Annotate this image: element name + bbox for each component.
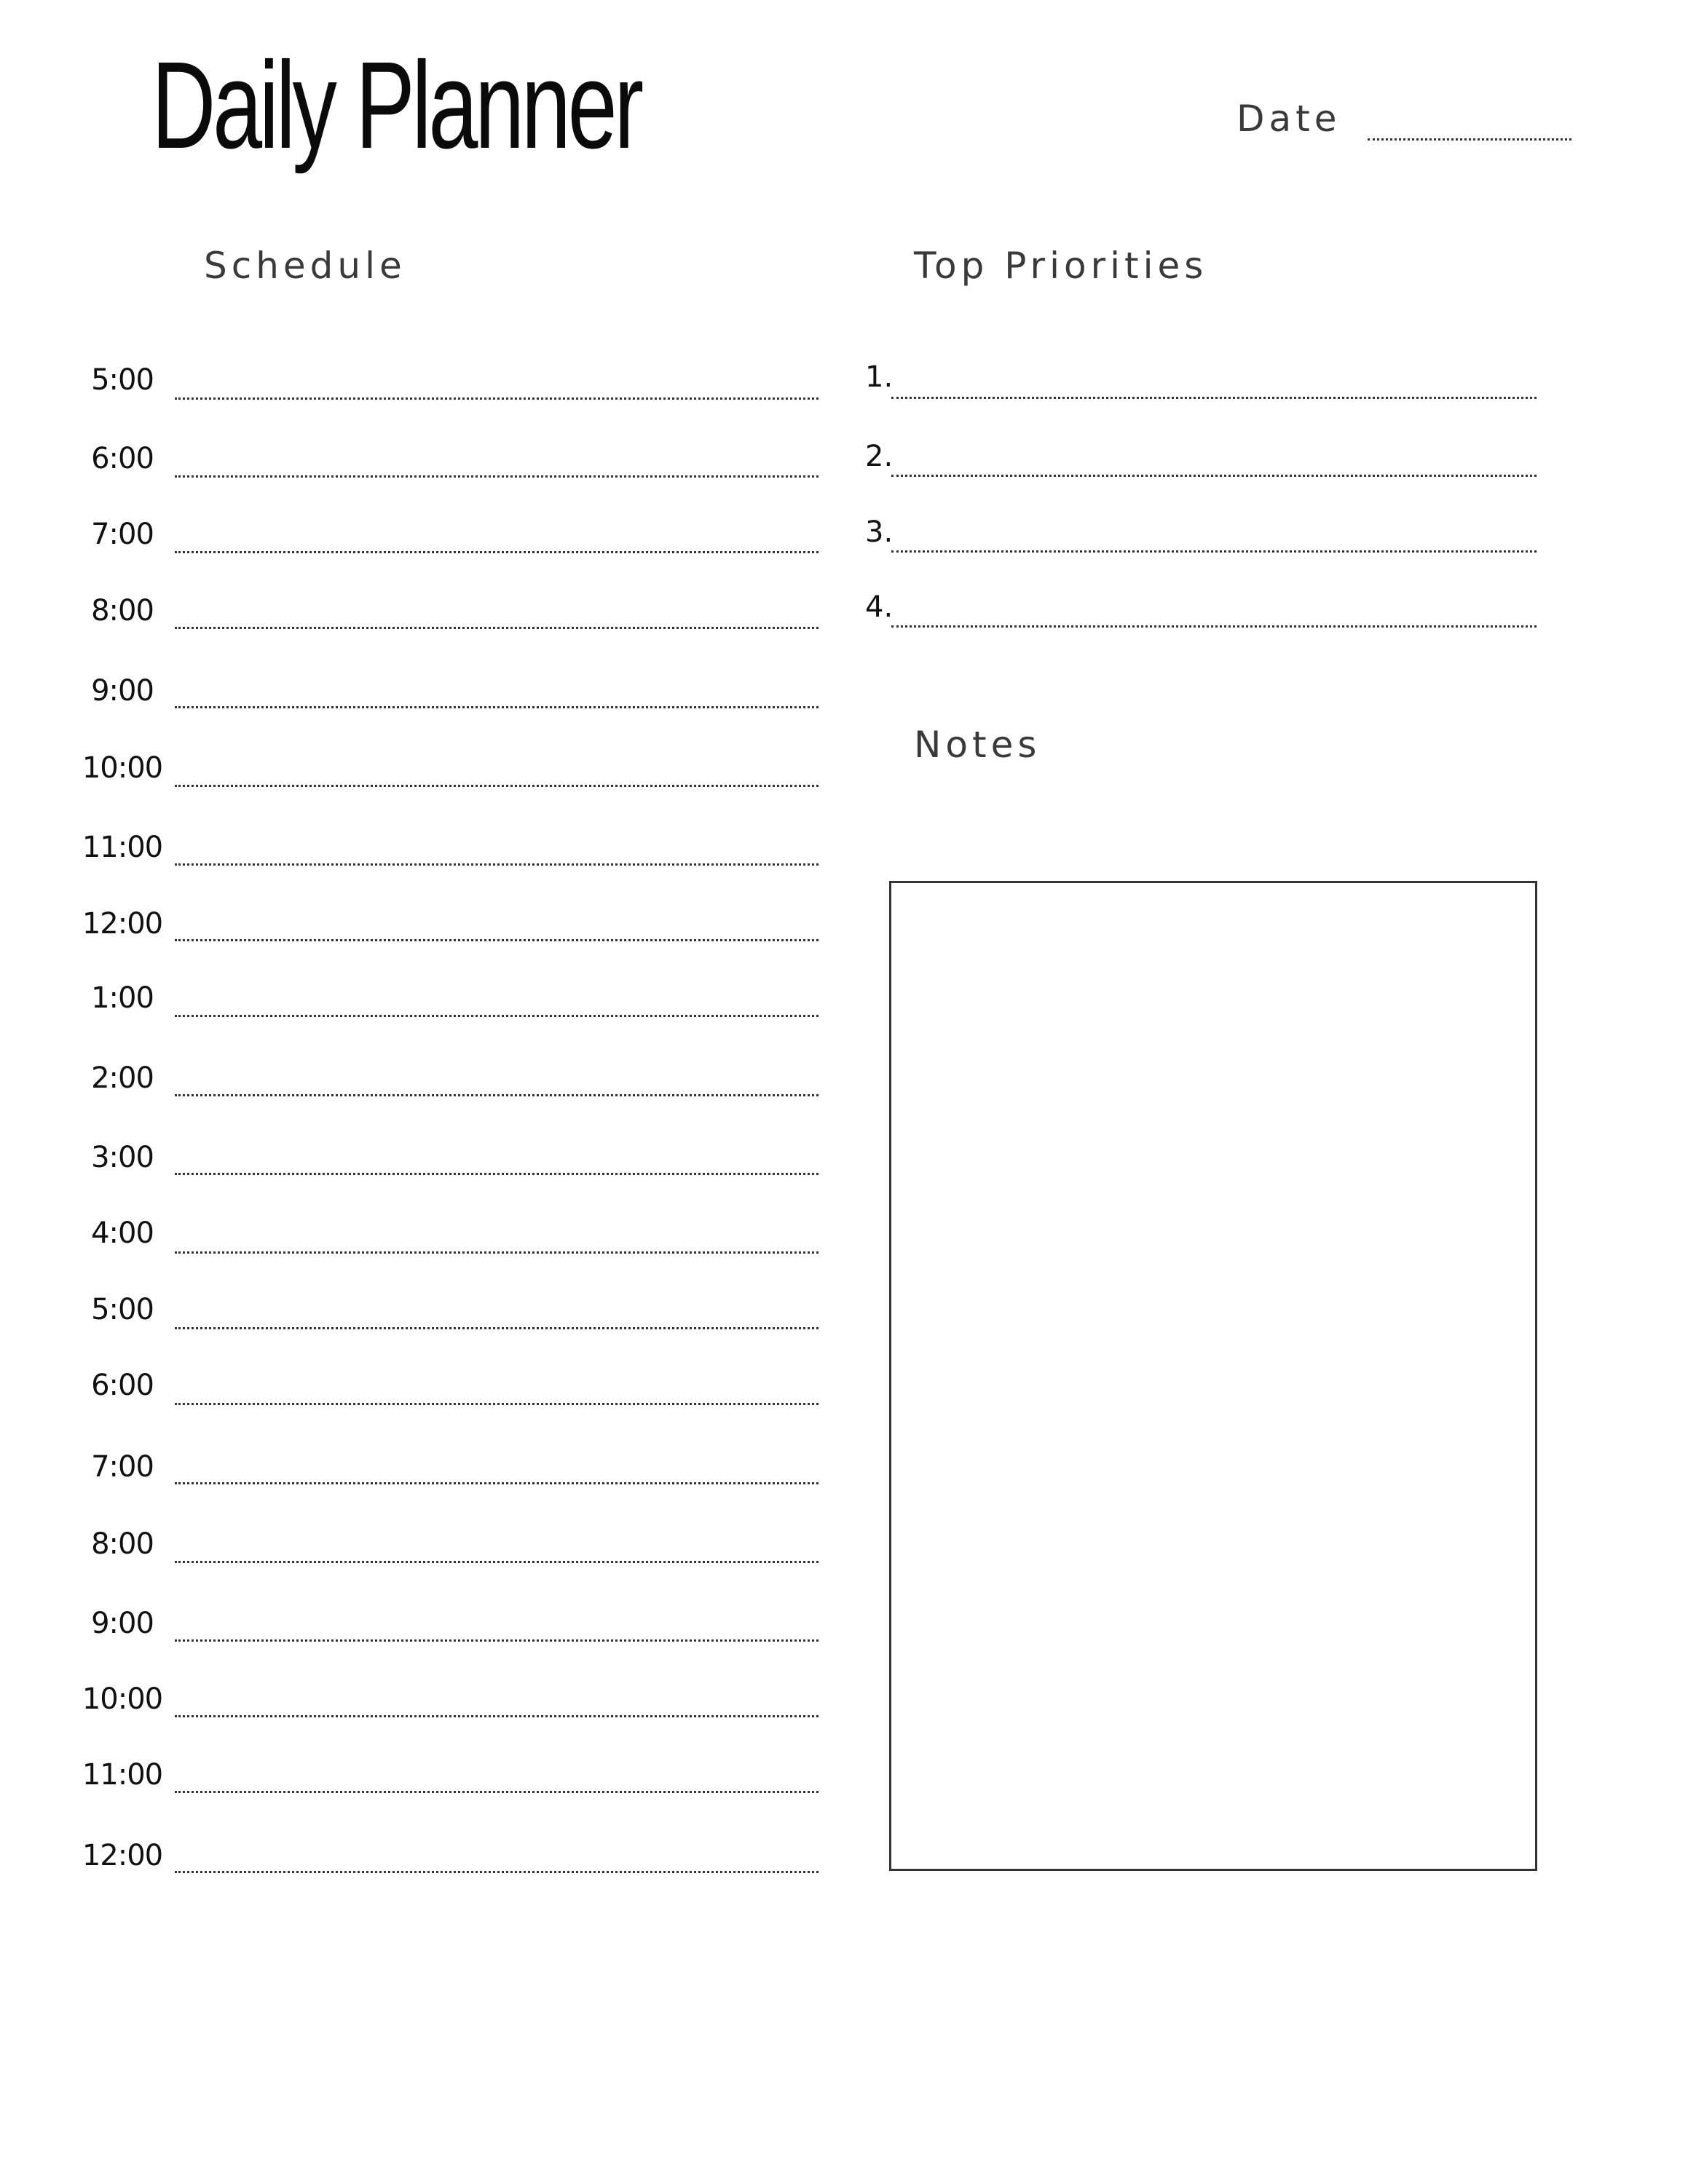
schedule-line[interactable] <box>175 627 819 629</box>
schedule-line[interactable] <box>175 1327 819 1329</box>
time-label: 12:00 <box>82 1839 163 1872</box>
schedule-line[interactable] <box>175 863 819 866</box>
schedule-line[interactable] <box>175 397 819 400</box>
schedule-line[interactable] <box>175 1791 819 1793</box>
schedule-line[interactable] <box>175 1251 819 1254</box>
schedule-line[interactable] <box>175 475 819 478</box>
page-title: Daily Planner <box>151 36 641 175</box>
priority-line[interactable] <box>891 475 1537 477</box>
time-label: 11:00 <box>82 831 163 864</box>
schedule-line[interactable] <box>175 1094 819 1096</box>
time-label: 9:00 <box>91 674 154 708</box>
time-label: 12:00 <box>82 907 163 941</box>
schedule-line[interactable] <box>175 1561 819 1563</box>
time-label: 6:00 <box>91 442 154 475</box>
priority-number: 3. <box>865 515 894 549</box>
schedule-heading: Schedule <box>204 245 406 287</box>
schedule-line[interactable] <box>175 785 819 787</box>
time-label: 7:00 <box>91 518 154 551</box>
schedule-line[interactable] <box>175 1871 819 1873</box>
time-label: 7:00 <box>91 1450 154 1484</box>
time-label: 5:00 <box>91 1293 154 1326</box>
schedule-line[interactable] <box>175 1715 819 1717</box>
date-label: Date <box>1237 98 1341 140</box>
notes-box[interactable] <box>889 881 1537 1871</box>
priority-number: 1. <box>865 360 894 394</box>
time-label: 11:00 <box>82 1758 163 1792</box>
schedule-line[interactable] <box>175 1639 819 1642</box>
time-label: 8:00 <box>91 594 154 628</box>
time-label: 3:00 <box>91 1141 154 1174</box>
schedule-line[interactable] <box>175 706 819 708</box>
notes-heading: Notes <box>914 724 1041 766</box>
time-label: 10:00 <box>82 1682 163 1716</box>
schedule-line[interactable] <box>175 1403 819 1405</box>
time-label: 4:00 <box>91 1216 154 1250</box>
time-label: 6:00 <box>91 1369 154 1402</box>
schedule-line[interactable] <box>175 1482 819 1484</box>
time-label: 8:00 <box>91 1527 154 1561</box>
time-label: 2:00 <box>91 1061 154 1095</box>
date-field[interactable] <box>1368 138 1571 141</box>
time-label: 1:00 <box>91 981 154 1015</box>
schedule-line[interactable] <box>175 939 819 941</box>
time-label: 9:00 <box>91 1607 154 1640</box>
schedule-line[interactable] <box>175 551 819 553</box>
schedule-line[interactable] <box>175 1015 819 1017</box>
priority-line[interactable] <box>891 550 1537 553</box>
priority-line[interactable] <box>891 625 1537 628</box>
schedule-line[interactable] <box>175 1173 819 1175</box>
time-label: 10:00 <box>82 751 163 785</box>
time-label: 5:00 <box>91 363 154 397</box>
priority-number: 2. <box>865 440 894 473</box>
priority-number: 4. <box>865 590 894 624</box>
priority-line[interactable] <box>891 397 1537 399</box>
priorities-heading: Top Priorities <box>914 245 1208 287</box>
